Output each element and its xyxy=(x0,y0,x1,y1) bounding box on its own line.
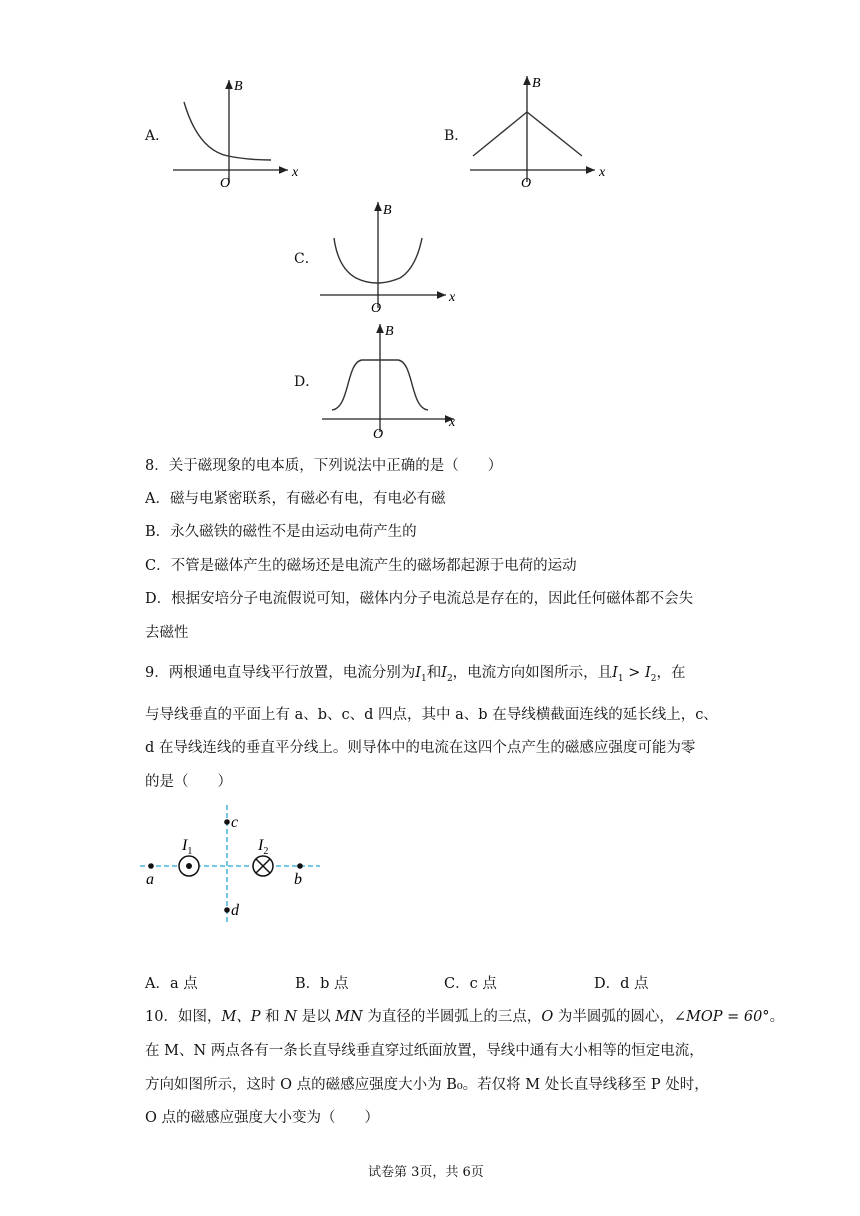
q8-option-d: D．根据安培分子电流假说可知，磁体内分子电流总是存在的，因此任何磁体都不会失 xyxy=(145,591,694,607)
point-c xyxy=(224,819,230,825)
axis-y-label: B xyxy=(234,79,243,94)
label-i1: $I_1$ xyxy=(182,837,193,857)
curve-a xyxy=(184,102,271,160)
q9-option-c: C．c 点 xyxy=(444,976,497,992)
q10-line-3: 方向如图所示，这时 O 点的磁感应强度大小为 B₀。若仅将 M 处长直导线移至 P 处时， xyxy=(145,1077,709,1093)
point-d xyxy=(224,907,230,913)
q9-option-a: A．a 点 xyxy=(145,976,198,992)
origin-label: O xyxy=(220,176,231,191)
q8-option-c: C．不管是磁体产生的磁场还是电流产生的磁场都起源于电荷的运动 xyxy=(145,558,577,574)
label-a: a xyxy=(146,871,154,888)
origin-label: O xyxy=(373,427,384,442)
q10-line-2: 在 M、N 两点各有一条长直导线垂直穿过纸面放置，导线中通有大小相等的恒定电流， xyxy=(145,1043,704,1059)
axis-x-label: x xyxy=(599,165,606,180)
graph-d xyxy=(318,320,468,445)
q10-line-4: O 点的磁感应强度大小变为（ ） xyxy=(145,1110,379,1126)
axis-y-label: B xyxy=(385,324,394,339)
q8-stem: 8．关于磁现象的电本质，下列说法中正确的是（ ） xyxy=(145,458,503,474)
axis-y-label: B xyxy=(532,76,541,91)
q8-option-b: B．永久磁铁的磁性不是由运动电荷产生的 xyxy=(145,524,417,540)
origin-label: O xyxy=(371,301,382,316)
page-footer: 试卷第 3页，共 6页 xyxy=(368,1165,484,1180)
q9-figure xyxy=(140,800,340,930)
axis-x-label: x xyxy=(292,165,299,180)
q9-line-4: 的是（ ） xyxy=(145,774,232,790)
q10-line-1: 10．如图，M、P 和 N 是以 MN 为直径的半圆弧上的三点，O 为半圆弧的圆心，∠MOP = 60°。 xyxy=(145,1009,785,1025)
label-c: c xyxy=(231,814,239,831)
axis-x-label: x xyxy=(449,290,456,305)
label-b: b xyxy=(294,871,302,888)
q9-option-b: B．b 点 xyxy=(295,976,349,992)
point-a xyxy=(148,863,154,869)
graph-a xyxy=(168,72,308,192)
origin-label: O xyxy=(521,176,532,191)
label-i2: $I_2$ xyxy=(258,837,269,857)
current-in-icon xyxy=(253,856,273,876)
q9-line-2: 与导线垂直的平面上有 a、b、c、d 四点，其中 a、b 在导线横截面连线的延长线上，c、 xyxy=(145,707,718,723)
q9-line-1: 9．两根通电直导线平行放置，电流分别为$I_1$和$I_2$，电流方向如图所示，且$I_1 > I_2$，在 xyxy=(145,665,686,684)
q9-option-d: D．d 点 xyxy=(594,976,649,992)
axis-x-label: x xyxy=(449,415,456,430)
graph-b xyxy=(465,72,615,192)
option-a-label: A． xyxy=(145,128,170,144)
option-d-label: D． xyxy=(294,374,320,390)
current-out-icon xyxy=(179,856,199,876)
option-b-label: B． xyxy=(444,128,469,144)
graph-c xyxy=(316,198,466,318)
q9-line-3: d 在导线连线的垂直平分线上。则导体中的电流在这四个点产生的磁感应强度可能为零 xyxy=(145,740,696,756)
label-d: d xyxy=(231,902,239,919)
q8-option-a: A．磁与电紧密联系，有磁必有电，有电必有磁 xyxy=(145,491,446,507)
option-c-label: C． xyxy=(294,251,319,267)
axis-y-label: B xyxy=(383,203,392,218)
q8-option-d-cont: 去磁性 xyxy=(145,625,189,641)
point-b xyxy=(297,863,303,869)
